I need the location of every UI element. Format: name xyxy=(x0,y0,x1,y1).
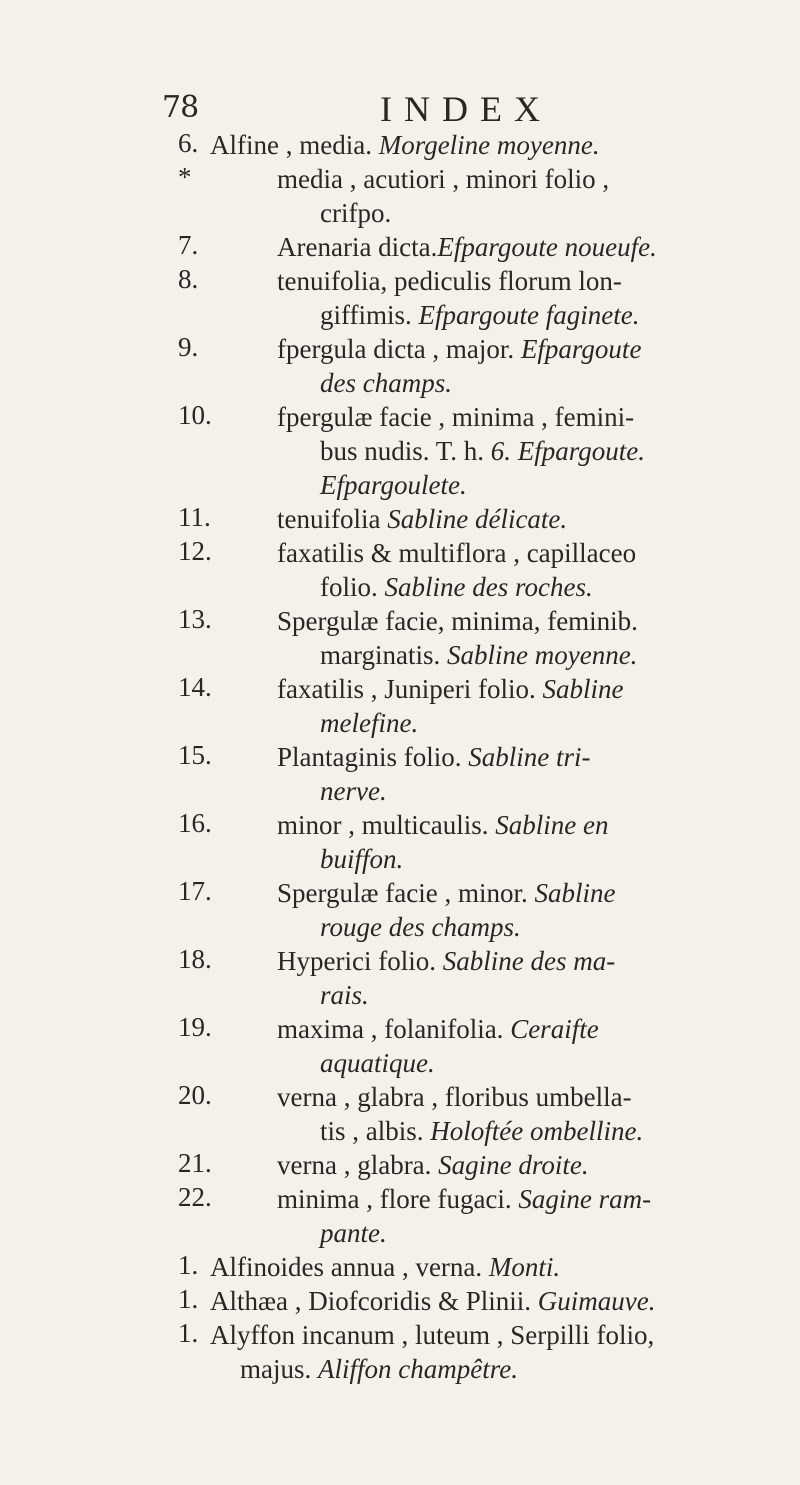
entry-number: 1. xyxy=(178,1284,199,1314)
entry-line xyxy=(277,1012,599,1046)
entry-number: 10. xyxy=(178,400,212,430)
entry-line xyxy=(277,604,638,638)
french-name: aquatique. xyxy=(320,1048,435,1078)
index-entry xyxy=(0,1182,800,1250)
index-entry xyxy=(0,1080,800,1148)
entry-line xyxy=(210,1318,654,1352)
entry-number: 12. xyxy=(178,536,212,566)
entry-number: 8. xyxy=(178,264,199,294)
index-entry xyxy=(0,230,800,264)
latin-text: Alfine , media. xyxy=(210,130,379,160)
index-entry xyxy=(0,502,800,536)
entry-line xyxy=(277,1182,651,1216)
entry-line xyxy=(277,672,623,706)
entry-number: 19. xyxy=(178,1012,212,1042)
latin-text: Arenaria dicta. xyxy=(277,232,438,262)
french-name: nerve. xyxy=(320,776,387,806)
french-name: Morgeline moyenne. xyxy=(378,130,600,160)
entry-number: 13. xyxy=(178,604,212,634)
latin-text: Spergulæ facie, minima, feminib. xyxy=(277,606,638,636)
french-name: Sabline xyxy=(542,674,624,704)
latin-text: crifpo. xyxy=(320,198,392,228)
entry-line xyxy=(320,434,645,468)
entry-line xyxy=(320,706,418,740)
latin-text: media , acutiori , minori folio , xyxy=(277,164,610,194)
entry-number: 9. xyxy=(178,332,199,362)
latin-text: giffimis. xyxy=(320,300,419,330)
french-name: Ceraifte xyxy=(510,1014,599,1044)
index-entry xyxy=(0,400,800,502)
french-name: des champs. xyxy=(320,368,452,398)
french-name: Sabline délicate. xyxy=(387,504,568,534)
entry-line xyxy=(320,638,637,672)
latin-text: Alfinoides annua , verna. xyxy=(210,1252,489,1282)
entry-line xyxy=(277,1148,589,1182)
entry-number: 14. xyxy=(178,672,212,702)
french-name: Sabline des ma- xyxy=(442,946,616,976)
index-entry xyxy=(0,162,800,230)
entry-number: 11. xyxy=(178,502,211,532)
entry-line xyxy=(320,774,387,808)
index-entry xyxy=(0,1250,800,1284)
entry-number: 1. xyxy=(178,1250,199,1280)
index-entry xyxy=(0,1284,800,1318)
latin-text: verna , glabra , floribus umbella- xyxy=(277,1082,632,1112)
french-name: Sabline des roches. xyxy=(384,572,593,602)
entry-line xyxy=(210,128,600,162)
latin-text: verna , glabra. xyxy=(277,1150,439,1180)
entry-number: 7. xyxy=(178,230,199,260)
latin-text: tenuifolia, pediculis florum lon- xyxy=(277,266,622,296)
entry-line xyxy=(210,1284,655,1318)
entry-line xyxy=(277,230,657,264)
page-header xyxy=(0,88,800,132)
french-name: Sabline xyxy=(534,878,616,908)
latin-text: Althæa , Diofcoridis & Plinii. xyxy=(210,1286,538,1316)
entry-line xyxy=(320,298,639,332)
index-entry xyxy=(0,536,800,604)
entry-line xyxy=(320,196,391,230)
entry-line xyxy=(277,740,591,774)
entry-line xyxy=(240,1352,518,1386)
french-name: Sagine droite. xyxy=(438,1150,589,1180)
latin-text: tis , albis. xyxy=(320,1116,431,1146)
latin-text: majus. xyxy=(240,1354,318,1384)
entry-number: 22. xyxy=(178,1182,212,1212)
index-entry xyxy=(0,944,800,1012)
index-entry xyxy=(0,672,800,740)
french-name: rouge des champs. xyxy=(320,912,521,942)
entry-line xyxy=(277,162,609,196)
latin-text: Spergulæ facie , minor. xyxy=(277,878,535,908)
index-entry xyxy=(0,1148,800,1182)
latin-text: Plantaginis folio. xyxy=(277,742,469,772)
french-name: melefine. xyxy=(320,708,419,738)
french-name: Sagine ram- xyxy=(518,1184,652,1214)
entry-line xyxy=(277,400,634,434)
entry-line xyxy=(320,1114,643,1148)
index-entry xyxy=(0,740,800,808)
index-entry xyxy=(0,264,800,332)
entry-line xyxy=(277,332,641,366)
entry-line xyxy=(320,570,593,604)
latin-text: faxatilis & multiflora , capillaceo xyxy=(277,538,637,568)
french-name: buiffon. xyxy=(320,844,404,874)
entry-number: 16. xyxy=(178,808,212,838)
index-entry xyxy=(0,808,800,876)
latin-text: fpergulæ facie , minima , femini- xyxy=(277,402,635,432)
entry-line xyxy=(320,1046,435,1080)
latin-text: Alyffon incanum , luteum , Serpilli folio, xyxy=(210,1320,655,1350)
french-name: Sabline tri- xyxy=(468,742,591,772)
french-name: Guimauve. xyxy=(537,1286,656,1316)
page-number: 78 xyxy=(162,90,199,125)
entry-line xyxy=(277,876,615,910)
latin-text: marginatis. xyxy=(320,640,447,670)
french-name: Sabline moyenne. xyxy=(446,640,638,670)
entry-number: 15. xyxy=(178,740,212,770)
index-entry xyxy=(0,332,800,400)
entry-line xyxy=(277,1080,632,1114)
latin-text: Hyperici folio. xyxy=(277,946,443,976)
entry-line xyxy=(320,910,521,944)
entry-line xyxy=(277,264,622,298)
entry-line xyxy=(320,468,467,502)
french-name: Aliffon champêtre. xyxy=(318,1354,518,1384)
latin-text: fpergula dicta , major. xyxy=(277,334,521,364)
index-entry xyxy=(0,128,800,162)
entry-line xyxy=(320,842,403,876)
french-name: Monti. xyxy=(488,1252,561,1282)
entry-line xyxy=(277,944,615,978)
entry-number: 1. xyxy=(178,1318,199,1348)
entry-line xyxy=(320,978,369,1012)
entry-number: 18. xyxy=(178,944,212,974)
index-entry xyxy=(0,876,800,944)
french-name: rais. xyxy=(320,980,369,1010)
entry-line xyxy=(320,366,452,400)
french-name: pante. xyxy=(320,1218,387,1248)
french-name: Efpargoute faginete. xyxy=(418,300,640,330)
french-name: Sabline en xyxy=(495,810,609,840)
entry-number: 21. xyxy=(178,1148,212,1178)
entry-line xyxy=(277,536,636,570)
entry-line xyxy=(277,808,608,842)
latin-text: faxatilis , Juniperi folio. xyxy=(277,674,543,704)
latin-text: folio. xyxy=(320,572,385,602)
latin-text: bus nudis. T. h. xyxy=(320,436,491,466)
latin-text: minima , flore fugaci. xyxy=(277,1184,519,1214)
french-name: Holoftée ombelline. xyxy=(430,1116,644,1146)
index-entry xyxy=(0,604,800,672)
entry-number: 6. xyxy=(178,128,199,158)
index-entries xyxy=(0,128,800,1386)
french-name: Efpargoute xyxy=(520,334,642,364)
entry-line xyxy=(277,502,567,536)
french-name: 6. Efpargoute. xyxy=(490,436,646,466)
french-name: Efpargoute noueufe. xyxy=(437,232,657,262)
index-entry xyxy=(0,1012,800,1080)
entry-number: 20. xyxy=(178,1080,212,1110)
entry-number: 17. xyxy=(178,876,212,906)
latin-text: maxima , folanifolia. xyxy=(277,1014,511,1044)
latin-text: minor , multicaulis. xyxy=(277,810,496,840)
page-title: INDEX xyxy=(380,89,552,129)
latin-text: tenuifolia xyxy=(277,504,388,534)
french-name: Efpargoulete. xyxy=(320,470,467,500)
entry-line xyxy=(320,1216,387,1250)
entry-line xyxy=(210,1250,560,1284)
index-entry xyxy=(0,1318,800,1386)
entry-number: * xyxy=(178,162,192,192)
